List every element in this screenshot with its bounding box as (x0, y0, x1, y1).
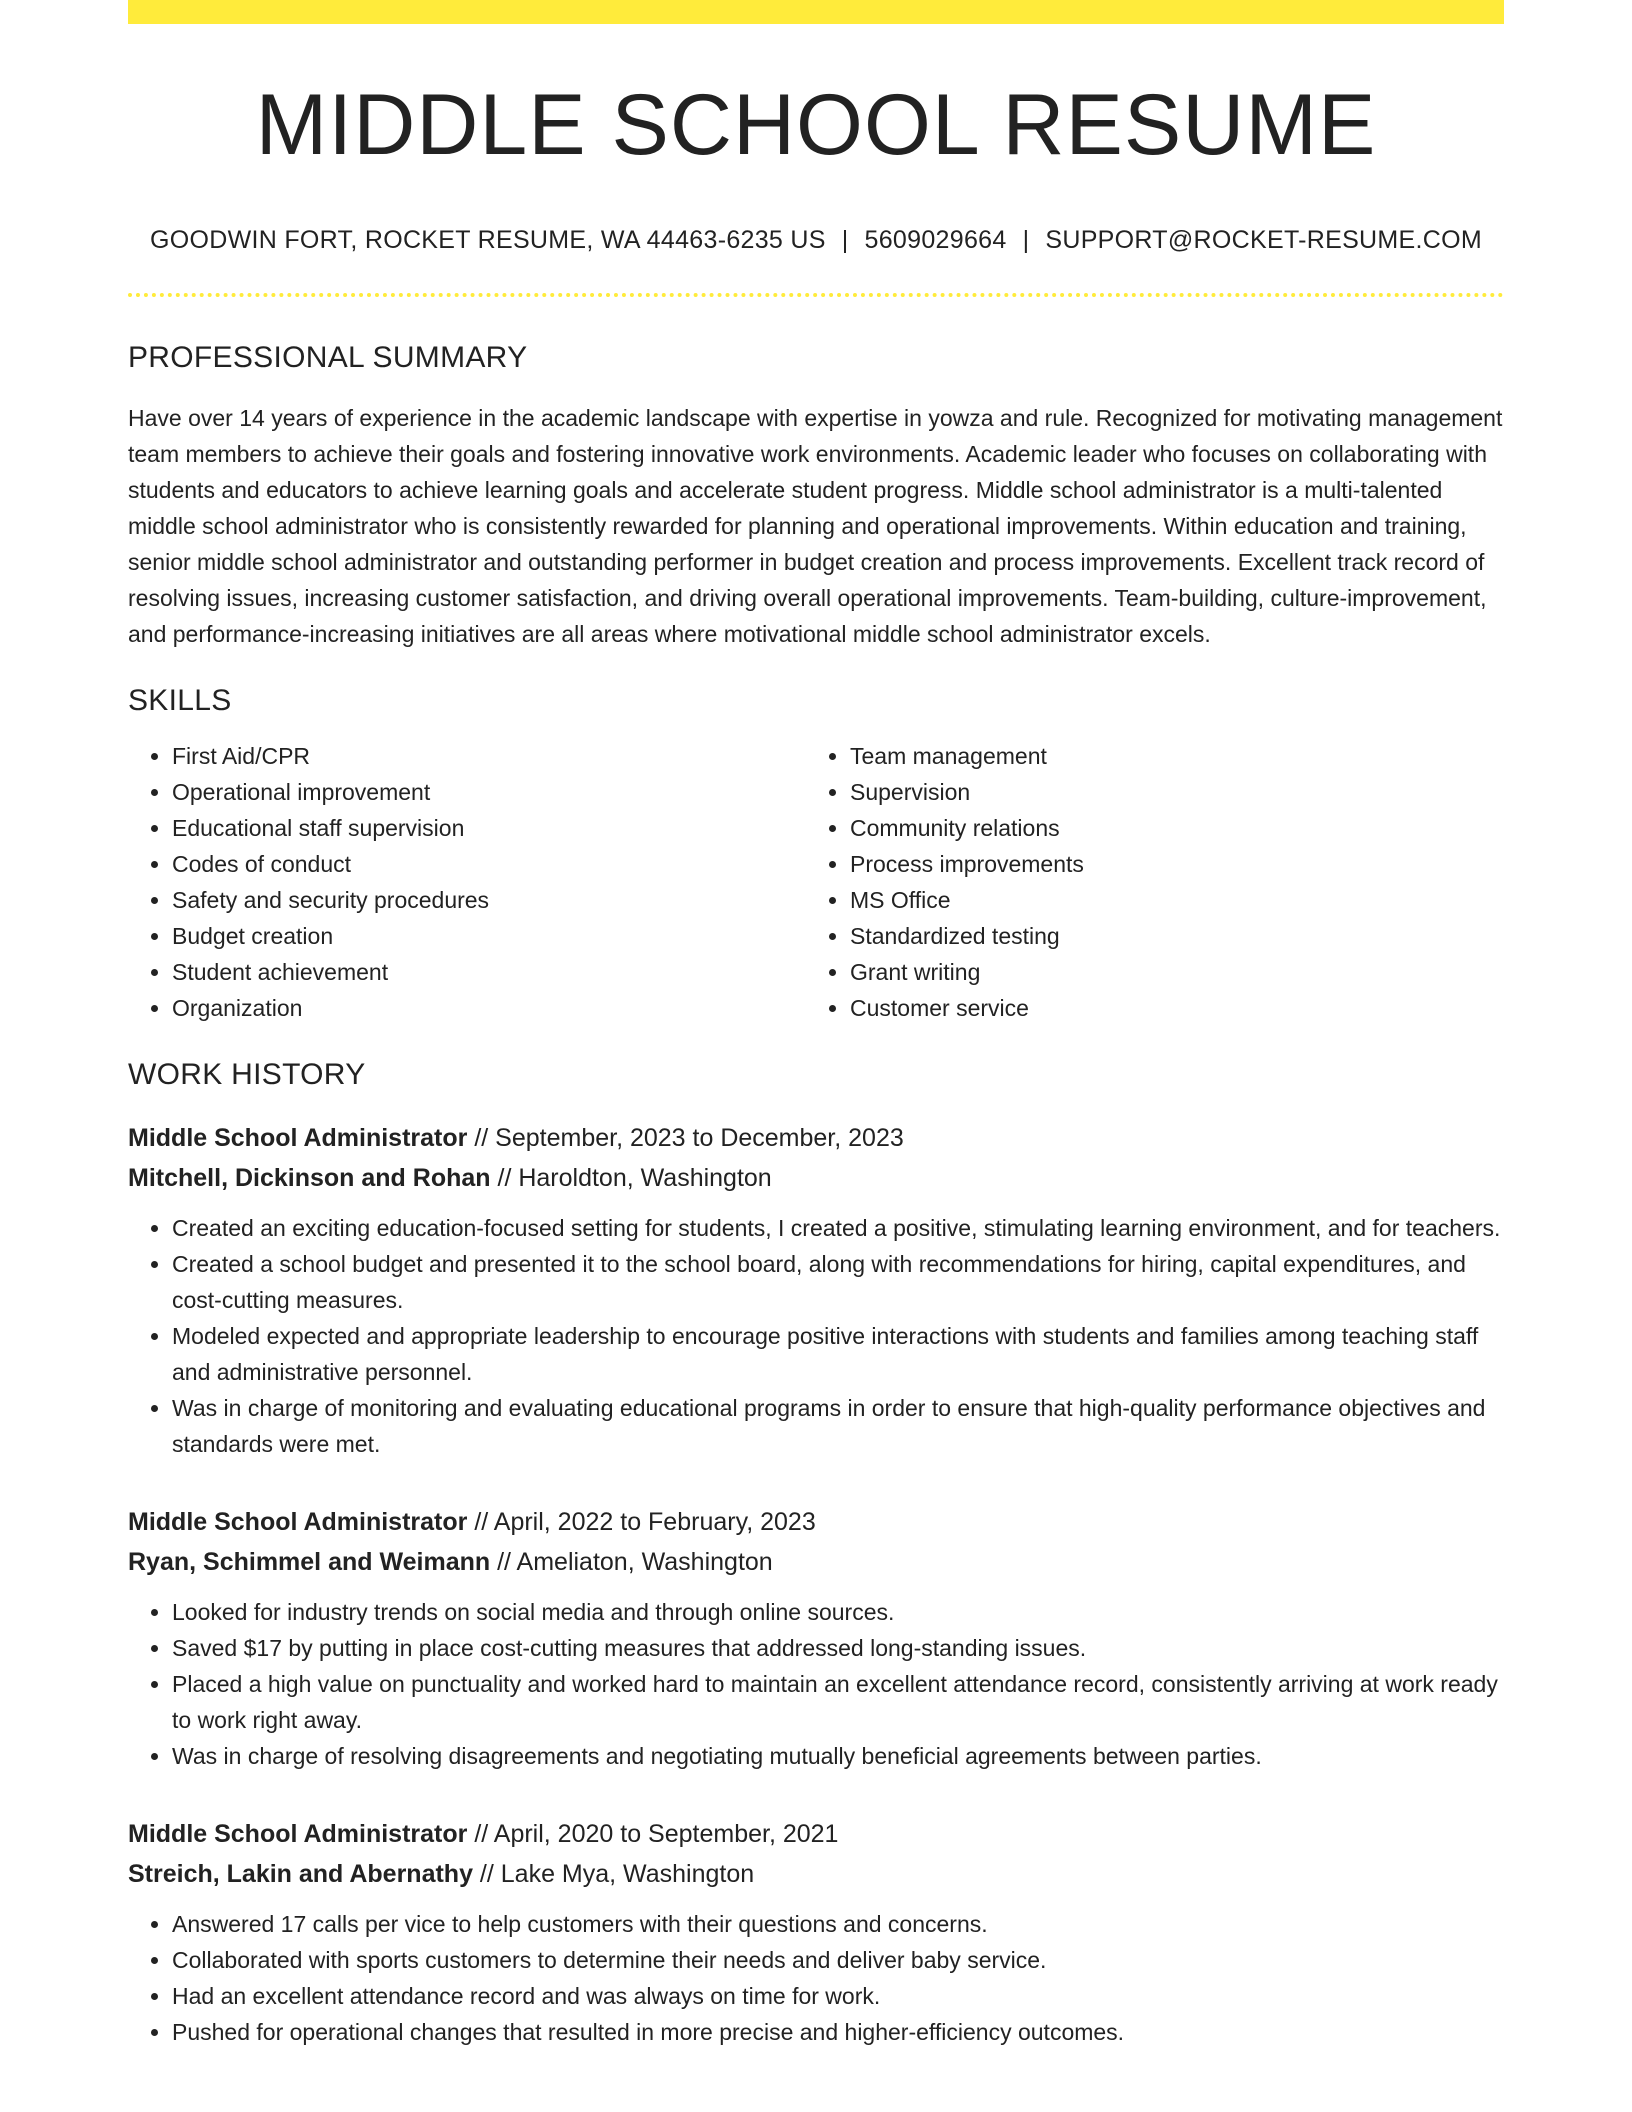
job-company-line (128, 1542, 1504, 1582)
job-company: Ryan, Schimmel and Weimann (128, 1548, 491, 1576)
skill-item: • Standardized testing (850, 918, 1484, 954)
contact-phone: 5609029664 (864, 226, 1007, 254)
job-dates: // September, 2023 to December, 2023 (467, 1124, 904, 1152)
job-title-line (128, 1814, 1504, 1854)
contact-email: SUPPORT@ROCKET-RESUME.COM (1045, 226, 1482, 254)
job-dates: // April, 2022 to February, 2023 (467, 1508, 816, 1536)
job-bullet-list (128, 1594, 1504, 1774)
contact-address: GOODWIN FORT, ROCKET RESUME, WA 44463-6235 US (150, 226, 826, 254)
job-bullet: • Saved $17 by putting in place cost-cutting measures that addressed long-standing issues. (172, 1630, 1504, 1666)
skill-item: • Community relations (850, 810, 1484, 846)
accent-top-bar (128, 0, 1504, 24)
skill-item: • Process improvements (850, 846, 1484, 882)
skill-item: • Supervision (850, 774, 1484, 810)
skill-item: • Student achievement (172, 954, 806, 990)
skill-item: • MS Office (850, 882, 1484, 918)
job-company-line (128, 1854, 1504, 1894)
skills-list-right (806, 738, 1484, 1026)
job-bullet: • Answered 17 calls per vice to help customers with their questions and concerns. (172, 1906, 1504, 1942)
skill-item: • Operational improvement (172, 774, 806, 810)
job-title: Middle School Administrator (128, 1820, 468, 1848)
job-title-line (128, 1502, 1504, 1542)
job-bullet: • Had an excellent attendance record and was always on time for work. (172, 1978, 1504, 2014)
resume-page (128, 0, 1504, 2050)
job-company: Streich, Lakin and Abernathy (128, 1860, 473, 1888)
dotted-divider (128, 293, 1504, 297)
summary-text: Have over 14 years of experience in the academic landscape with expertise in yowza and rule. Recognized for motivating management team members to achieve their goals and fostering innovative work environments. Academic leader who focuses on collaborating with students and educators to achieve learning goals and accelerate student progress. Middle school administrator is a multi-talented middle school administrator who is consistently rewarded for planning and operational improvements. Within education and training, senior middle school administrator and outstanding performer in budget creation and process improvements. Excellent track record of resolving issues, increasing customer satisfaction, and driving overall operational improvements. Team-building, culture-improvement, and performance-increasing initiatives are all areas where motivational middle school administrator excels. (128, 405, 1503, 647)
job-bullet: • Modeled expected and appropriate leadership to encourage positive interactions with students and families among teaching staff and administrative personnel. (172, 1318, 1504, 1390)
job-bullet-list (128, 1210, 1504, 1462)
contact-separator: | (841, 226, 849, 254)
skill-item: • Team management (850, 738, 1484, 774)
skill-item: • Educational staff supervision (172, 810, 806, 846)
skill-item: • Budget creation (172, 918, 806, 954)
skills-grid (128, 738, 1504, 1026)
job-bullet: • Created an exciting education-focused setting for students, I created a positive, stimulating learning environment, and for teachers. (172, 1210, 1504, 1246)
skill-item: • Grant writing (850, 954, 1484, 990)
skill-item: • Safety and security procedures (172, 882, 806, 918)
skill-item: • Organization (172, 990, 806, 1026)
summary-heading: PROFESSIONAL SUMMARY (128, 341, 528, 374)
job-dates: // April, 2020 to September, 2021 (467, 1820, 839, 1848)
work-history-heading: WORK HISTORY (128, 1058, 366, 1091)
job-company: Mitchell, Dickinson and Rohan (128, 1164, 491, 1192)
job-location: // Lake Mya, Washington (472, 1860, 755, 1888)
contact-line (128, 228, 1504, 253)
skills-heading: SKILLS (128, 684, 232, 717)
skills-list-left (128, 738, 806, 1026)
job-title-line (128, 1118, 1504, 1158)
job-bullet-list (128, 1906, 1504, 2050)
job-entry (128, 1502, 1504, 1774)
skill-item: • Codes of conduct (172, 846, 806, 882)
resume-title: MIDDLE SCHOOL RESUME (255, 77, 1377, 173)
job-bullet: • Created a school budget and presented it to the school board, along with recommendations for hiring, capital expenditures, and cost-cutting measures. (172, 1246, 1504, 1318)
job-location: // Haroldton, Washington (490, 1164, 772, 1192)
contact-separator: | (1022, 226, 1030, 254)
job-company-line (128, 1158, 1504, 1198)
job-bullet: • Was in charge of monitoring and evaluating educational programs in order to ensure that high-quality performance objectives and standards were met. (172, 1390, 1504, 1462)
skill-item: • Customer service (850, 990, 1484, 1026)
job-bullet: • Looked for industry trends on social media and through online sources. (172, 1594, 1504, 1630)
job-bullet: • Was in charge of resolving disagreements and negotiating mutually beneficial agreements between parties. (172, 1738, 1504, 1774)
job-title: Middle School Administrator (128, 1124, 468, 1152)
job-bullet: • Collaborated with sports customers to determine their needs and deliver baby service. (172, 1942, 1504, 1978)
job-entry (128, 1118, 1504, 1462)
skill-item: • First Aid/CPR (172, 738, 806, 774)
job-entry (128, 1814, 1504, 2050)
job-bullet: • Placed a high value on punctuality and worked hard to maintain an excellent attendance record, consistently arriving at work ready to work right away. (172, 1666, 1504, 1738)
job-title: Middle School Administrator (128, 1508, 468, 1536)
job-bullet: • Pushed for operational changes that resulted in more precise and higher-efficiency outcomes. (172, 2014, 1504, 2050)
job-location: // Ameliaton, Washington (490, 1548, 773, 1576)
